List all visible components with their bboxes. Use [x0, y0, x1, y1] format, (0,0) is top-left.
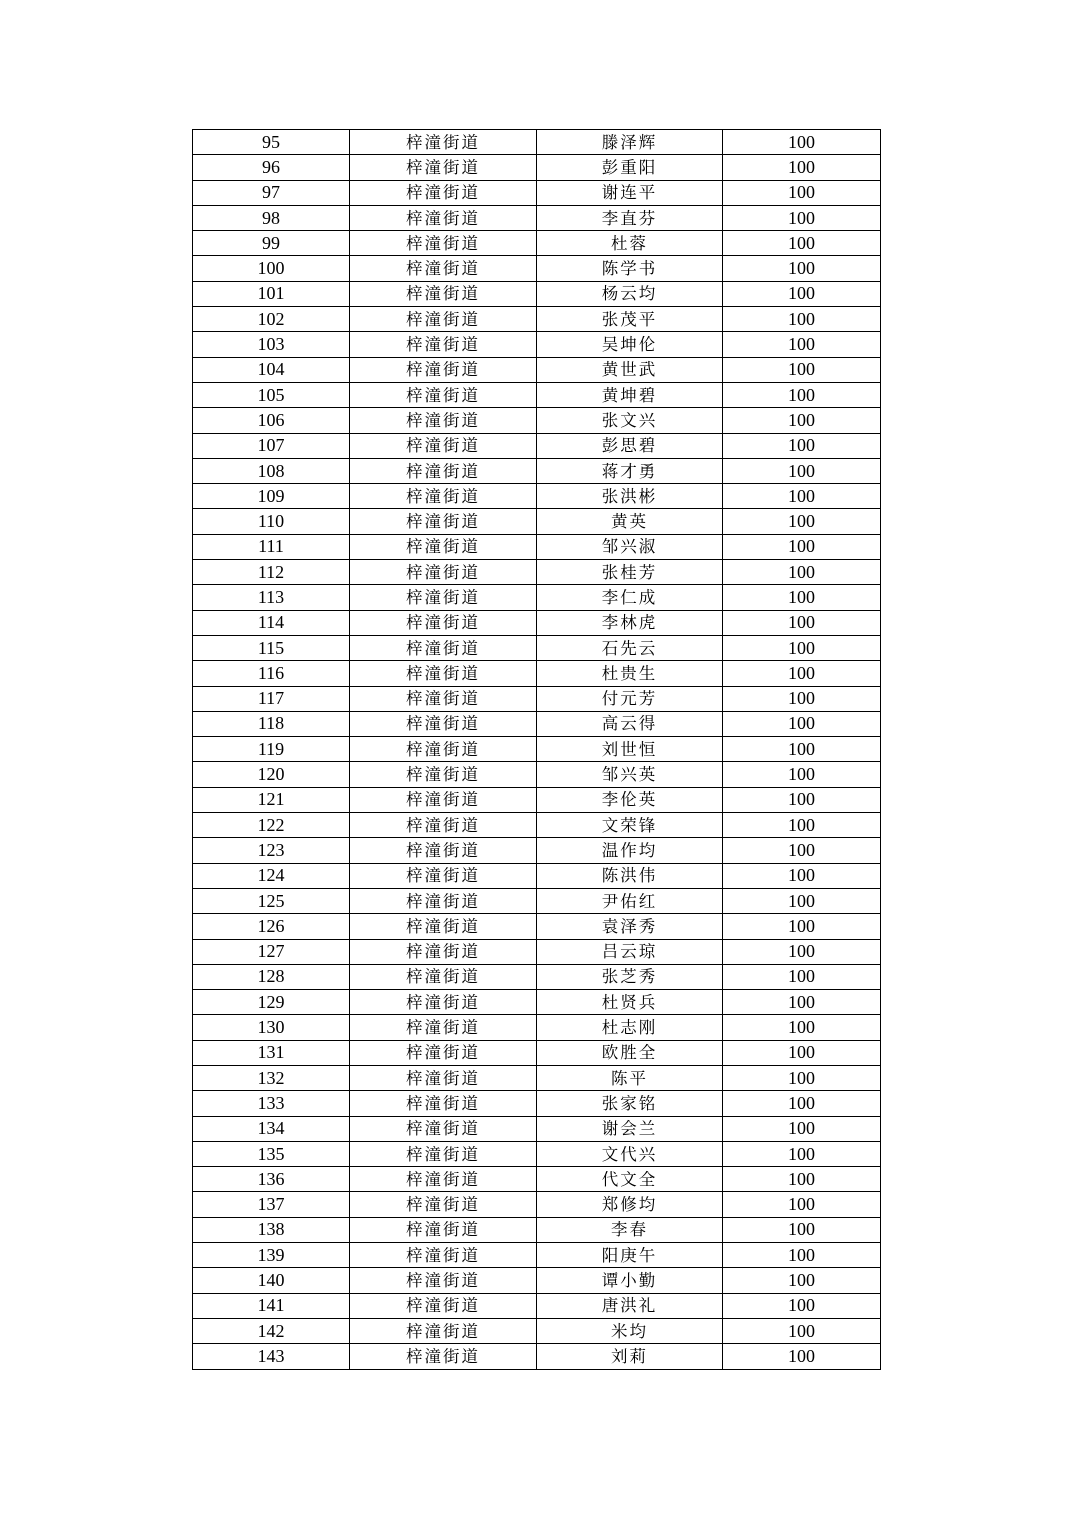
- score-cell: 100: [723, 534, 881, 559]
- subdistrict-cell: 梓潼街道: [350, 762, 537, 787]
- subdistrict-cell: 梓潼街道: [350, 332, 537, 357]
- person-name-cell: 陈洪伟: [537, 863, 723, 888]
- table-row: [193, 130, 881, 155]
- serial-number-cell: 107: [193, 433, 350, 458]
- serial-number-cell: 142: [193, 1318, 350, 1343]
- table-row: [193, 1040, 881, 1065]
- subdistrict-cell: 梓潼街道: [350, 1318, 537, 1343]
- score-cell: 100: [723, 762, 881, 787]
- subdistrict-cell: 梓潼街道: [350, 1243, 537, 1268]
- person-name-cell: 杜贵生: [537, 661, 723, 686]
- person-name-cell: 刘莉: [537, 1344, 723, 1369]
- score-cell: 100: [723, 433, 881, 458]
- score-cell: 100: [723, 1116, 881, 1141]
- score-cell: 100: [723, 863, 881, 888]
- subdistrict-cell: 梓潼街道: [350, 813, 537, 838]
- serial-number-cell: 114: [193, 610, 350, 635]
- score-cell: 100: [723, 914, 881, 939]
- subdistrict-cell: 梓潼街道: [350, 205, 537, 230]
- person-name-cell: 付元芳: [537, 686, 723, 711]
- serial-number-cell: 106: [193, 408, 350, 433]
- serial-number-cell: 112: [193, 560, 350, 585]
- serial-number-cell: 97: [193, 180, 350, 205]
- score-cell: 100: [723, 635, 881, 660]
- person-name-cell: 唐洪礼: [537, 1293, 723, 1318]
- table-row: [193, 433, 881, 458]
- person-name-cell: 欧胜全: [537, 1040, 723, 1065]
- table-row: [193, 155, 881, 180]
- serial-number-cell: 139: [193, 1243, 350, 1268]
- subdistrict-cell: 梓潼街道: [350, 585, 537, 610]
- table-row: [193, 231, 881, 256]
- person-name-cell: 陈学书: [537, 256, 723, 281]
- subdistrict-cell: 梓潼街道: [350, 382, 537, 407]
- serial-number-cell: 118: [193, 711, 350, 736]
- serial-number-cell: 101: [193, 281, 350, 306]
- subdistrict-cell: 梓潼街道: [350, 1268, 537, 1293]
- table-row: [193, 458, 881, 483]
- score-cell: 100: [723, 1318, 881, 1343]
- score-cell: 100: [723, 1217, 881, 1242]
- subdistrict-cell: 梓潼街道: [350, 1091, 537, 1116]
- person-name-cell: 张家铭: [537, 1091, 723, 1116]
- person-name-cell: 李伦英: [537, 787, 723, 812]
- person-name-cell: 杨云均: [537, 281, 723, 306]
- person-name-cell: 杜志刚: [537, 1015, 723, 1040]
- person-name-cell: 陈平: [537, 1065, 723, 1090]
- person-name-cell: 温作均: [537, 838, 723, 863]
- person-name-cell: 谢连平: [537, 180, 723, 205]
- score-cell: 100: [723, 205, 881, 230]
- subdistrict-cell: 梓潼街道: [350, 1192, 537, 1217]
- score-cell: 100: [723, 661, 881, 686]
- serial-number-cell: 98: [193, 205, 350, 230]
- table-row: [193, 205, 881, 230]
- serial-number-cell: 115: [193, 635, 350, 660]
- score-cell: 100: [723, 307, 881, 332]
- table-row: [193, 964, 881, 989]
- person-name-cell: 吴坤伦: [537, 332, 723, 357]
- table-row: [193, 661, 881, 686]
- subdistrict-cell: 梓潼街道: [350, 408, 537, 433]
- score-cell: 100: [723, 964, 881, 989]
- subdistrict-cell: 梓潼街道: [350, 990, 537, 1015]
- table-row: [193, 863, 881, 888]
- table-row: [193, 813, 881, 838]
- subdistrict-cell: 梓潼街道: [350, 357, 537, 382]
- table-row: [193, 1268, 881, 1293]
- person-name-cell: 滕泽辉: [537, 130, 723, 155]
- score-cell: 100: [723, 1344, 881, 1369]
- person-name-cell: 张茂平: [537, 307, 723, 332]
- score-cell: 100: [723, 1243, 881, 1268]
- table-row: [193, 256, 881, 281]
- roster-table-body: [193, 130, 881, 1370]
- table-row: [193, 1015, 881, 1040]
- score-cell: 100: [723, 585, 881, 610]
- table-row: [193, 1293, 881, 1318]
- serial-number-cell: 125: [193, 888, 350, 913]
- person-name-cell: 谭小勤: [537, 1268, 723, 1293]
- serial-number-cell: 133: [193, 1091, 350, 1116]
- table-row: [193, 888, 881, 913]
- subdistrict-cell: 梓潼街道: [350, 180, 537, 205]
- subdistrict-cell: 梓潼街道: [350, 1116, 537, 1141]
- serial-number-cell: 132: [193, 1065, 350, 1090]
- subdistrict-cell: 梓潼街道: [350, 256, 537, 281]
- table-row: [193, 1243, 881, 1268]
- subdistrict-cell: 梓潼街道: [350, 610, 537, 635]
- person-name-cell: 邹兴淑: [537, 534, 723, 559]
- table-row: [193, 534, 881, 559]
- table-row: [193, 737, 881, 762]
- person-name-cell: 高云得: [537, 711, 723, 736]
- serial-number-cell: 131: [193, 1040, 350, 1065]
- serial-number-cell: 138: [193, 1217, 350, 1242]
- subdistrict-cell: 梓潼街道: [350, 560, 537, 585]
- person-name-cell: 杜蓉: [537, 231, 723, 256]
- subdistrict-cell: 梓潼街道: [350, 686, 537, 711]
- score-cell: 100: [723, 180, 881, 205]
- score-cell: 100: [723, 1065, 881, 1090]
- score-cell: 100: [723, 813, 881, 838]
- table-row: [193, 281, 881, 306]
- subdistrict-cell: 梓潼街道: [350, 888, 537, 913]
- person-name-cell: 谢会兰: [537, 1116, 723, 1141]
- score-cell: 100: [723, 888, 881, 913]
- subdistrict-cell: 梓潼街道: [350, 737, 537, 762]
- table-row: [193, 787, 881, 812]
- subdistrict-cell: 梓潼街道: [350, 307, 537, 332]
- serial-number-cell: 143: [193, 1344, 350, 1369]
- score-cell: 100: [723, 281, 881, 306]
- table-row: [193, 762, 881, 787]
- subdistrict-cell: 梓潼街道: [350, 635, 537, 660]
- score-cell: 100: [723, 990, 881, 1015]
- subdistrict-cell: 梓潼街道: [350, 1040, 537, 1065]
- serial-number-cell: 130: [193, 1015, 350, 1040]
- subdistrict-cell: 梓潼街道: [350, 1167, 537, 1192]
- table-row: [193, 686, 881, 711]
- serial-number-cell: 99: [193, 231, 350, 256]
- subdistrict-cell: 梓潼街道: [350, 1344, 537, 1369]
- table-row: [193, 1217, 881, 1242]
- score-cell: 100: [723, 787, 881, 812]
- person-name-cell: 黄坤碧: [537, 382, 723, 407]
- score-cell: 100: [723, 458, 881, 483]
- subdistrict-cell: 梓潼街道: [350, 964, 537, 989]
- score-cell: 100: [723, 256, 881, 281]
- serial-number-cell: 140: [193, 1268, 350, 1293]
- table-row: [193, 610, 881, 635]
- serial-number-cell: 136: [193, 1167, 350, 1192]
- score-cell: 100: [723, 1192, 881, 1217]
- table-row: [193, 1167, 881, 1192]
- subdistrict-cell: 梓潼街道: [350, 484, 537, 509]
- table-row: [193, 1065, 881, 1090]
- score-cell: 100: [723, 1015, 881, 1040]
- score-cell: 100: [723, 1141, 881, 1166]
- person-name-cell: 黄英: [537, 509, 723, 534]
- serial-number-cell: 116: [193, 661, 350, 686]
- serial-number-cell: 110: [193, 509, 350, 534]
- score-cell: 100: [723, 1167, 881, 1192]
- serial-number-cell: 141: [193, 1293, 350, 1318]
- table-row: [193, 914, 881, 939]
- score-cell: 100: [723, 610, 881, 635]
- serial-number-cell: 126: [193, 914, 350, 939]
- person-name-cell: 尹佑红: [537, 888, 723, 913]
- subdistrict-cell: 梓潼街道: [350, 509, 537, 534]
- score-cell: 100: [723, 1091, 881, 1116]
- person-name-cell: 彭重阳: [537, 155, 723, 180]
- person-name-cell: 刘世恒: [537, 737, 723, 762]
- score-cell: 100: [723, 155, 881, 180]
- table-row: [193, 585, 881, 610]
- serial-number-cell: 124: [193, 863, 350, 888]
- roster-table: [192, 129, 881, 1370]
- subdistrict-cell: 梓潼街道: [350, 1015, 537, 1040]
- person-name-cell: 文荣锋: [537, 813, 723, 838]
- subdistrict-cell: 梓潼街道: [350, 231, 537, 256]
- person-name-cell: 郑修均: [537, 1192, 723, 1217]
- person-name-cell: 张芝秀: [537, 964, 723, 989]
- serial-number-cell: 135: [193, 1141, 350, 1166]
- serial-number-cell: 127: [193, 939, 350, 964]
- subdistrict-cell: 梓潼街道: [350, 534, 537, 559]
- score-cell: 100: [723, 408, 881, 433]
- score-cell: 100: [723, 332, 881, 357]
- score-cell: 100: [723, 231, 881, 256]
- person-name-cell: 阳庚午: [537, 1243, 723, 1268]
- serial-number-cell: 108: [193, 458, 350, 483]
- subdistrict-cell: 梓潼街道: [350, 1065, 537, 1090]
- person-name-cell: 彭思碧: [537, 433, 723, 458]
- table-row: [193, 838, 881, 863]
- score-cell: 100: [723, 1040, 881, 1065]
- serial-number-cell: 113: [193, 585, 350, 610]
- score-cell: 100: [723, 939, 881, 964]
- person-name-cell: 李春: [537, 1217, 723, 1242]
- person-name-cell: 杜贤兵: [537, 990, 723, 1015]
- table-row: [193, 711, 881, 736]
- table-row: [193, 408, 881, 433]
- score-cell: 100: [723, 838, 881, 863]
- subdistrict-cell: 梓潼街道: [350, 433, 537, 458]
- table-row: [193, 635, 881, 660]
- subdistrict-cell: 梓潼街道: [350, 1293, 537, 1318]
- table-row: [193, 1318, 881, 1343]
- table-row: [193, 357, 881, 382]
- serial-number-cell: 100: [193, 256, 350, 281]
- score-cell: 100: [723, 382, 881, 407]
- subdistrict-cell: 梓潼街道: [350, 939, 537, 964]
- subdistrict-cell: 梓潼街道: [350, 130, 537, 155]
- score-cell: 100: [723, 1293, 881, 1318]
- person-name-cell: 张洪彬: [537, 484, 723, 509]
- person-name-cell: 张桂芳: [537, 560, 723, 585]
- person-name-cell: 张文兴: [537, 408, 723, 433]
- person-name-cell: 李仁成: [537, 585, 723, 610]
- score-cell: 100: [723, 509, 881, 534]
- serial-number-cell: 119: [193, 737, 350, 762]
- table-row: [193, 1344, 881, 1369]
- person-name-cell: 蒋才勇: [537, 458, 723, 483]
- subdistrict-cell: 梓潼街道: [350, 787, 537, 812]
- person-name-cell: 代文全: [537, 1167, 723, 1192]
- person-name-cell: 黄世武: [537, 357, 723, 382]
- serial-number-cell: 129: [193, 990, 350, 1015]
- score-cell: 100: [723, 1268, 881, 1293]
- table-row: [193, 382, 881, 407]
- subdistrict-cell: 梓潼街道: [350, 711, 537, 736]
- person-name-cell: 文代兴: [537, 1141, 723, 1166]
- table-row: [193, 1091, 881, 1116]
- score-cell: 100: [723, 560, 881, 585]
- table-row: [193, 1141, 881, 1166]
- person-name-cell: 袁泽秀: [537, 914, 723, 939]
- table-row: [193, 939, 881, 964]
- score-cell: 100: [723, 357, 881, 382]
- subdistrict-cell: 梓潼街道: [350, 661, 537, 686]
- table-row: [193, 990, 881, 1015]
- subdistrict-cell: 梓潼街道: [350, 838, 537, 863]
- serial-number-cell: 96: [193, 155, 350, 180]
- serial-number-cell: 123: [193, 838, 350, 863]
- table-row: [193, 509, 881, 534]
- person-name-cell: 石先云: [537, 635, 723, 660]
- serial-number-cell: 103: [193, 332, 350, 357]
- table-row: [193, 560, 881, 585]
- document-table-container: [192, 129, 880, 1370]
- score-cell: 100: [723, 686, 881, 711]
- subdistrict-cell: 梓潼街道: [350, 1141, 537, 1166]
- subdistrict-cell: 梓潼街道: [350, 458, 537, 483]
- score-cell: 100: [723, 130, 881, 155]
- subdistrict-cell: 梓潼街道: [350, 1217, 537, 1242]
- table-row: [193, 332, 881, 357]
- person-name-cell: 李林虎: [537, 610, 723, 635]
- subdistrict-cell: 梓潼街道: [350, 155, 537, 180]
- serial-number-cell: 121: [193, 787, 350, 812]
- table-row: [193, 484, 881, 509]
- table-row: [193, 307, 881, 332]
- score-cell: 100: [723, 484, 881, 509]
- table-row: [193, 180, 881, 205]
- person-name-cell: 李直芬: [537, 205, 723, 230]
- table-row: [193, 1192, 881, 1217]
- subdistrict-cell: 梓潼街道: [350, 281, 537, 306]
- serial-number-cell: 111: [193, 534, 350, 559]
- serial-number-cell: 120: [193, 762, 350, 787]
- serial-number-cell: 128: [193, 964, 350, 989]
- score-cell: 100: [723, 737, 881, 762]
- score-cell: 100: [723, 711, 881, 736]
- serial-number-cell: 117: [193, 686, 350, 711]
- serial-number-cell: 109: [193, 484, 350, 509]
- person-name-cell: 邹兴英: [537, 762, 723, 787]
- serial-number-cell: 134: [193, 1116, 350, 1141]
- serial-number-cell: 95: [193, 130, 350, 155]
- serial-number-cell: 137: [193, 1192, 350, 1217]
- serial-number-cell: 122: [193, 813, 350, 838]
- subdistrict-cell: 梓潼街道: [350, 863, 537, 888]
- serial-number-cell: 105: [193, 382, 350, 407]
- table-row: [193, 1116, 881, 1141]
- serial-number-cell: 104: [193, 357, 350, 382]
- person-name-cell: 米均: [537, 1318, 723, 1343]
- subdistrict-cell: 梓潼街道: [350, 914, 537, 939]
- serial-number-cell: 102: [193, 307, 350, 332]
- person-name-cell: 吕云琼: [537, 939, 723, 964]
